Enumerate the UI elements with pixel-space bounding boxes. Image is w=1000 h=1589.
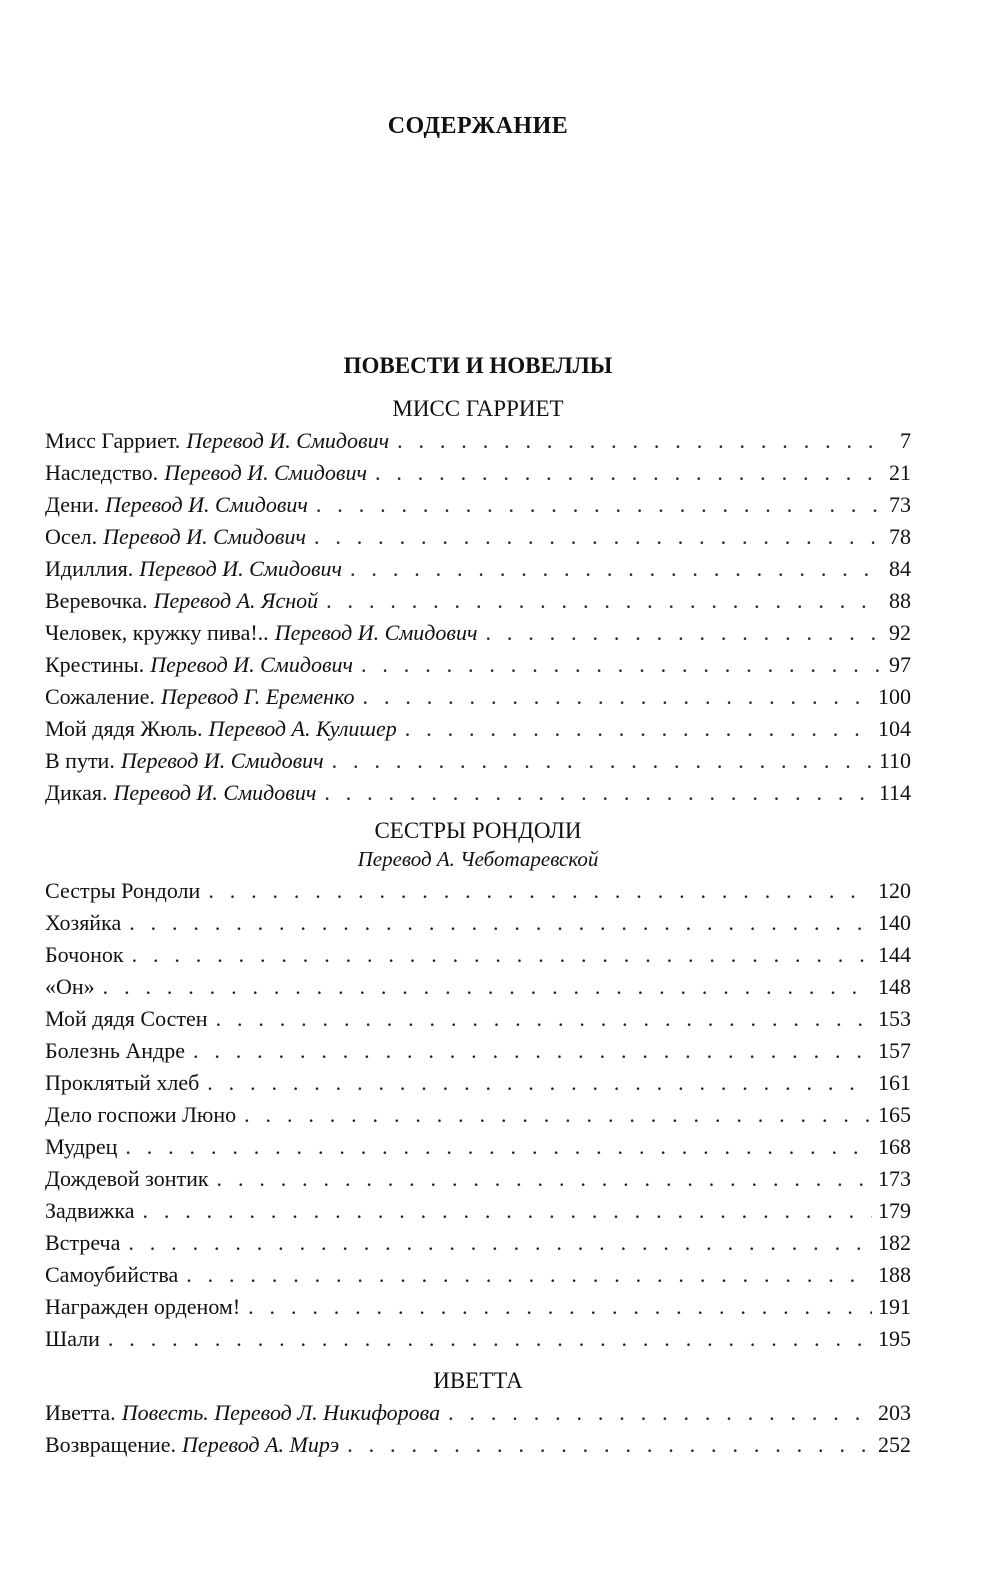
section-translator: Перевод А. Чеботаревской — [357, 847, 599, 871]
dot-leader — [142, 1195, 872, 1227]
dot-leader — [397, 425, 885, 457]
toc-entry — [45, 1131, 911, 1163]
entry-page: 252 — [878, 1432, 911, 1457]
toc-entry — [45, 681, 911, 713]
entry-title: Дени. — [45, 492, 100, 517]
entry-translation: Перевод И. Смидович — [113, 780, 317, 805]
entry-translation: Перевод И. Смидович — [164, 460, 367, 485]
entry-translation: Перевод И. Смидович — [139, 556, 343, 581]
dot-leader — [485, 617, 883, 649]
dot-leader — [448, 1397, 872, 1429]
entry-title: Наследство. — [45, 460, 159, 485]
entry-translation: Перевод И. Смидович — [274, 620, 478, 645]
entry-page: 153 — [878, 1006, 911, 1031]
toc-entry — [45, 1099, 911, 1131]
dot-leader — [375, 457, 883, 489]
entry-page: 165 — [878, 1102, 911, 1127]
dot-leader — [103, 971, 872, 1003]
dot-leader — [125, 1131, 872, 1163]
entry-title: Мисс Гарриет. — [45, 428, 181, 453]
entry-page: 97 — [889, 652, 911, 677]
dot-leader — [361, 649, 883, 681]
dot-leader — [132, 939, 872, 971]
toc-entry — [45, 649, 911, 681]
section-heading: ИВЕТТА — [433, 1368, 523, 1393]
entry-translation: Перевод И. Смидович — [186, 428, 390, 453]
dot-leader — [363, 681, 872, 713]
entry-title: Дождевой зонтик — [45, 1166, 209, 1191]
toc-entry — [45, 585, 911, 617]
toc-entry — [45, 617, 911, 649]
entry-page: 88 — [889, 588, 911, 613]
dot-leader — [128, 1227, 872, 1259]
toc-entry — [45, 457, 911, 489]
dot-leader — [347, 1429, 872, 1461]
entry-title: Осел. — [45, 524, 98, 549]
dot-leader — [108, 1323, 872, 1355]
toc-entry — [45, 489, 911, 521]
toc-entry — [45, 1035, 911, 1067]
toc-entry — [45, 939, 911, 971]
entry-page: 21 — [889, 460, 911, 485]
toc-entry — [45, 1291, 911, 1323]
entry-title: Бочонок — [45, 942, 124, 967]
part-heading: ПОВЕСТИ И НОВЕЛЛЫ — [343, 353, 613, 378]
entry-page: 78 — [889, 524, 911, 549]
entry-translation: Перевод А. Кулишер — [208, 716, 397, 741]
toc-entry — [45, 1397, 911, 1429]
entry-title: Мой дядя Жюль. — [45, 716, 203, 741]
entry-title: Сестры Рондоли — [45, 878, 201, 903]
entry-page: 7 — [900, 428, 911, 453]
entry-page: 157 — [878, 1038, 911, 1063]
entry-translation: Перевод И. Смидович — [103, 524, 306, 549]
section-entries — [45, 875, 911, 1355]
dot-leader — [193, 1035, 872, 1067]
dot-leader — [350, 553, 883, 585]
dot-leader — [216, 1003, 872, 1035]
entry-page: 110 — [878, 748, 911, 773]
entry-page: 191 — [878, 1294, 911, 1319]
toc-entry — [45, 777, 911, 809]
toc-entry — [45, 1259, 911, 1291]
entry-translation: Перевод И. Смидович — [105, 492, 308, 517]
section-entries — [45, 425, 911, 809]
entry-title: Дело госпожи Люно — [45, 1102, 237, 1127]
entry-title: Встреча — [45, 1230, 121, 1255]
dot-leader — [244, 1099, 872, 1131]
dot-leader — [248, 1291, 872, 1323]
dot-leader — [217, 1163, 872, 1195]
entry-title: Хозяйка — [45, 910, 122, 935]
entry-page: 203 — [878, 1400, 911, 1425]
entry-title: Сожаление. — [45, 684, 155, 709]
entry-title: «Он» — [45, 974, 95, 999]
entry-title: Проклятый хлеб — [45, 1070, 200, 1095]
entry-title: Крестины. — [45, 652, 145, 677]
toc-entry — [45, 1429, 911, 1461]
toc-entry — [45, 907, 911, 939]
entry-page: 144 — [878, 942, 911, 967]
entry-page: 84 — [889, 556, 911, 581]
entry-page: 195 — [878, 1326, 911, 1351]
entry-page: 148 — [878, 974, 911, 999]
entry-title: Шали — [45, 1326, 100, 1351]
toc-entry — [45, 425, 911, 457]
entry-translation: Перевод И. Смидович — [150, 652, 353, 677]
entry-title: Болезнь Андре — [45, 1038, 185, 1063]
entry-title: Возвращение. — [45, 1432, 177, 1457]
dot-leader — [129, 907, 872, 939]
dot-leader — [207, 1067, 872, 1099]
toc-title: СОДЕРЖАНИЕ — [387, 113, 569, 139]
dot-leader — [324, 777, 872, 809]
toc-entry — [45, 521, 911, 553]
entry-title: В пути. — [45, 748, 115, 773]
toc-entry — [45, 1003, 911, 1035]
entry-title: Награжден орденом! — [45, 1294, 241, 1319]
dot-leader — [316, 489, 883, 521]
toc-entry — [45, 971, 911, 1003]
entry-translation: Перевод Г. Еременко — [160, 684, 355, 709]
entry-page: 161 — [878, 1070, 911, 1095]
dot-leader — [208, 875, 872, 907]
toc-entry — [45, 745, 911, 777]
toc-entry — [45, 1195, 911, 1227]
entry-page: 100 — [878, 684, 911, 709]
dot-leader — [326, 585, 883, 617]
entry-page: 182 — [878, 1230, 911, 1255]
section-heading: СЕСТРЫ РОНДОЛИ — [374, 818, 582, 843]
toc-sections — [45, 393, 911, 1461]
toc-entry — [45, 553, 911, 585]
toc-entry — [45, 1067, 911, 1099]
entry-title: Веревочка. — [45, 588, 148, 613]
dot-leader — [332, 745, 873, 777]
entry-page: 73 — [889, 492, 911, 517]
entry-title: Задвижка — [45, 1198, 135, 1223]
entry-page: 120 — [878, 878, 911, 903]
dot-leader — [314, 521, 883, 553]
section-entries — [45, 1397, 911, 1461]
entry-translation: Перевод И. Смидович — [120, 748, 324, 773]
entry-page: 173 — [878, 1166, 911, 1191]
entry-page: 168 — [878, 1134, 911, 1159]
entry-title: Идиллия. — [45, 556, 134, 581]
toc-entry — [45, 713, 911, 745]
spacer — [45, 1355, 911, 1365]
entry-title: Мой дядя Состен — [45, 1006, 208, 1031]
entry-page: 140 — [878, 910, 911, 935]
entry-page: 179 — [878, 1198, 911, 1223]
section-heading: МИСС ГАРРИЕТ — [392, 396, 564, 421]
toc-entry — [45, 875, 911, 907]
entry-page: 188 — [878, 1262, 911, 1287]
entry-title: Иветта. — [45, 1400, 116, 1425]
entry-translation: Перевод А. Ясной — [153, 588, 319, 613]
dot-leader — [405, 713, 872, 745]
dot-leader — [186, 1259, 872, 1291]
toc-entry — [45, 1227, 911, 1259]
entry-page: 104 — [878, 716, 911, 741]
entry-title: Самоубийства — [45, 1262, 179, 1287]
entry-title: Дикая. — [45, 780, 108, 805]
entry-page: 114 — [878, 780, 911, 805]
toc-entry — [45, 1323, 911, 1355]
entry-page: 92 — [889, 620, 911, 645]
entry-title: Человек, кружку пива!.. — [45, 620, 269, 645]
entry-translation: Перевод А. Мирэ — [182, 1432, 340, 1457]
toc-entry — [45, 1163, 911, 1195]
entry-translation: Повесть. Перевод Л. Никифорова — [121, 1400, 441, 1425]
entry-title: Мудрец — [45, 1134, 118, 1159]
